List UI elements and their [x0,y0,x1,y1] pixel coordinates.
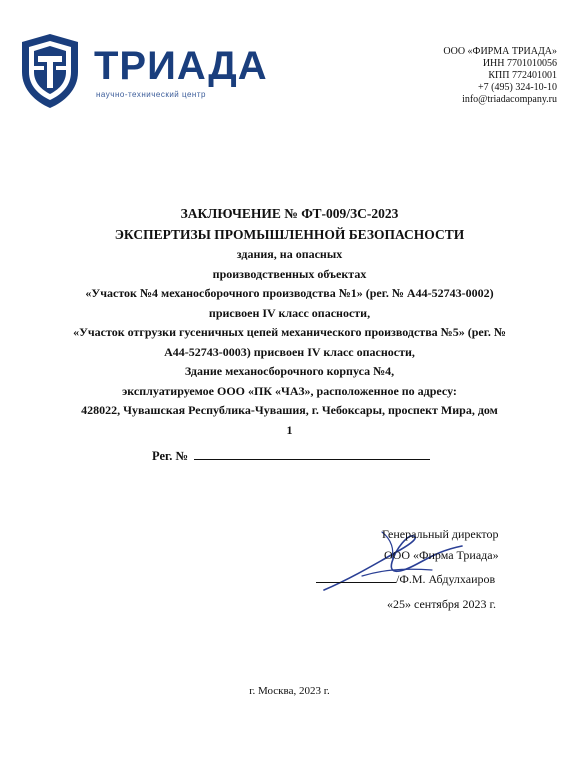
reg-label: Рег. № [152,449,189,463]
body-line: «Участок №4 механосборочного производства №1» (рег. № А44-52743-0002) [85,286,494,300]
contact-email[interactable]: info@triadacompany.ru [462,94,557,105]
signer-name: /Ф.М. Абдулхаиров [396,572,496,586]
body-line: производственных объектах [212,266,367,281]
body-line: 1 [286,422,293,437]
signer-name-row [316,572,495,587]
company-contacts [443,46,557,106]
body-line: присвоен IV класс опасности, [208,305,371,320]
signature-date: «25» сентября 2023 г. [387,597,497,611]
signer-position: Генеральный директор [382,527,499,541]
body-line: Здание механосборочного корпуса №4, [184,364,395,378]
brand-name: ТРИАДА [94,44,268,88]
body-line: 428022, Чувашская Республика-Чувашия, г. Чебоксары, проспект Мира, дом [81,403,498,417]
signature-blank-line [316,572,396,583]
contact-inn: ИНН 7701010056 [482,58,557,69]
document-title: ЗАКЛЮЧЕНИЕ № ФТ-009/ЗС-2023 [180,206,399,221]
company-logo [18,32,268,112]
registration-number [152,449,430,464]
contact-phone: +7 (495) 324-10-10 [478,82,557,93]
document-title-block [0,203,579,440]
body-line: здания, на опасных [236,247,343,261]
document-subtitle: ЭКСПЕРТИЗЫ ПРОМЫШЛЕННОЙ БЕЗОПАСНОСТИ [114,227,465,242]
contact-company: ООО «ФИРМА ТРИАДА» [443,46,557,57]
body-line: «Участок отгрузки гусеничных цепей механического производства №5» (рег. № [73,325,506,339]
reg-blank-line [194,449,430,460]
body-line: эксплуатируемое ООО «ПК «ЧАЗ», расположенное по адресу: [122,383,457,398]
signature-block [300,527,540,617]
contact-kpp: КПП 772401001 [488,70,557,81]
shield-logo-icon [18,32,82,110]
signer-company: ООО «Фирма Триада» [384,548,499,562]
footer-city-year: г. Москва, 2023 г. [249,685,330,697]
brand-tagline: научно-технический центр [96,90,206,99]
body-line: А44-52743-0003) присвоен IV класс опасности, [164,344,415,359]
